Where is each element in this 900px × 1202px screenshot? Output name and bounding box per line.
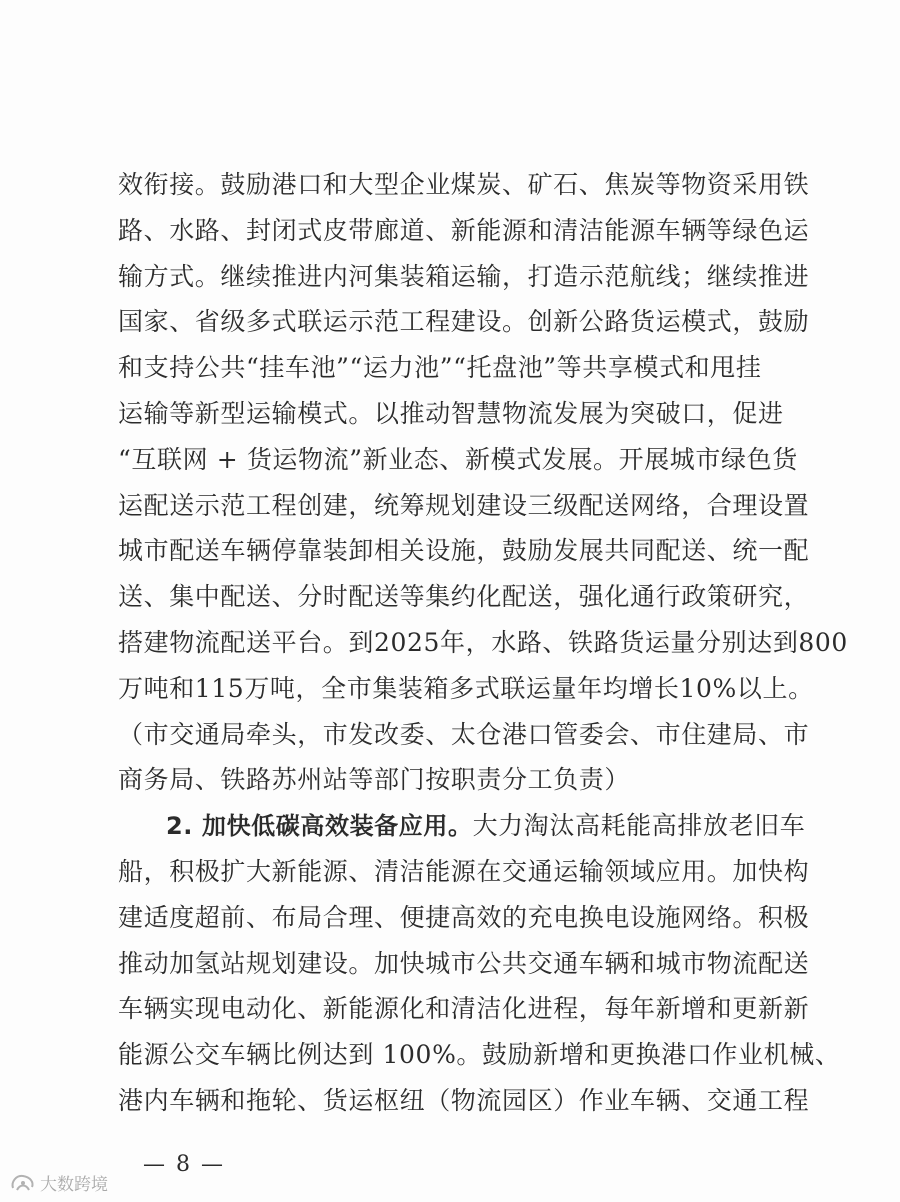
text-line: 国家、省级多式联运示范工程建设。创新公路货运模式，鼓励 [118,307,810,337]
text-line: 城市配送车辆停靠装卸相关设施，鼓励发展共同配送、统一配 [118,536,810,566]
text-line: 推动加氢站规划建设。加快城市公共交通车辆和城市物流配送 [118,948,810,978]
text-line: “互联网 + 货运物流”新业态、新模式发展。开展城市绿色货 [118,444,798,474]
watermark-text: 大数跨境 [40,1175,108,1195]
text-line: 能源公交车辆比例达到 100%。鼓励新增和更换港口作业机械、 [118,1040,841,1070]
section-lead: 2. 加快低碳高效装备应用。 [166,812,473,841]
document-body [118,162,848,1124]
text-line: 运输等新型运输模式。以推动智慧物流发展为突破口，促进 [118,398,784,428]
text-line: 和支持公共“挂车池”“运力池”“托盘池”等共享模式和甩挂 [118,353,762,383]
text-line: 港内车辆和拖轮、货运枢纽（物流园区）作业车辆、交通工程 [118,1085,810,1115]
section-lead-rest: 大力淘汰高耗能高排放老旧车 [472,811,806,841]
text-line: 万吨和115万吨，全市集装箱多式联运量年均增长10%以上。 [118,673,814,703]
text-line: 输方式。继续推进内河集装箱运输，打造示范航线；继续推进 [118,261,810,291]
text-line: 建适度超前、布局合理、便捷高效的充电换电设施网络。积极 [118,902,810,932]
text-line: 搭建物流配送平台。到2025年，水路、铁路货运量分别达到800 [118,627,848,657]
text-line: 路、水路、封闭式皮带廊道、新能源和清洁能源车辆等绿色运 [118,215,810,245]
watermark-logo-icon [10,1172,36,1194]
page-number: — 8 — [143,1152,225,1177]
text-line: 商务局、铁路苏州站等部门按职责分工负责） [118,765,631,795]
text-line: 效衔接。鼓励港口和大型企业煤炭、矿石、焦炭等物资采用铁 [118,170,810,199]
watermark [10,1170,108,1195]
text-line: 船，积极扩大新能源、清洁能源在交通运输领域应用。加快构 [118,856,810,886]
text-line: 车辆实现电动化、新能源化和清洁化进程，每年新增和更新新 [118,994,810,1024]
text-line: （市交通局牵头，市发改委、太仓港口管委会、市住建局、市 [118,719,810,749]
text-line: 送、集中配送、分时配送等集约化配送，强化通行政策研究， [118,582,810,612]
section-heading-line [118,803,806,849]
text-line: 运配送示范工程创建，统筹规划建设三级配送网络，合理设置 [118,490,810,520]
